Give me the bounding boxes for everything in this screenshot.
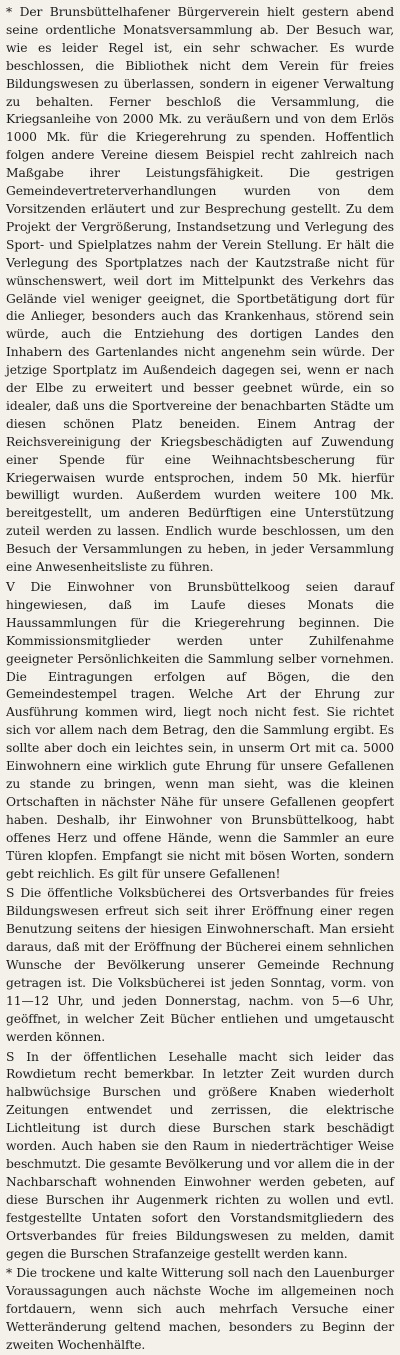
- paragraph-marker: V: [6, 580, 15, 594]
- paragraph-text: In der öffentlichen Lesehalle macht sich leider das Rowdietum recht bemerkbar. In letzter Zeit wurden durch halbwüchsige Burschen und größere Knaben wiederholt Zeitungen entwendet und zerrissen, die elektrische Lichtleitung ist durch diese Burschen stark beschädigt worden. Auch haben sie den Raum in niederträchtiger Weise beschmutzt. Die gesamte Bevölkerung und vor allem die in der Nachbarschaft wohnenden Einwohner werden gebeten, auf diese Burschen ihr Augenmerk richten zu wollen und evtl. festgestellte Untaten sofort den Vorstandsmitgliedern des Ortsverbandes für freies Bildungswesen zu melden, damit gegen die Burschen Strafanzeige gestellt werden kann.: [6, 1049, 394, 1261]
- paragraph-marker: S: [6, 886, 15, 901]
- article-paragraph-volksbuecherei: [6, 885, 394, 1046]
- paragraph-marker: S: [6, 1049, 15, 1064]
- paragraph-text: Die öffentliche Volksbücherei des Ortsverbandes für freies Bildungswesen erfreut sich seit ihrer Eröffnung einer regen Benutzung seitens der hiesigen Einwohnerschaft. Man ersieht daraus, daß mit der Eröffnung der Bücherei einem sehnlichen Wunsche der Bevölkerung unserer Gemeinde Rechnung getragen ist. Die Volksbücherei ist jeden Sonntag, vorm. von 11—12 Uhr, und jeden Donnerstag, nachm. von 5—6 Uhr, geöffnet, in welcher Zeit Bücher entliehen und umgetauscht werden können.: [6, 886, 394, 1044]
- paragraph-text: Der Brunsbüttelhafener Bürgerverein hielt gestern abend seine ordentliche Monatsversammlung ab. Der Besuch war, wie es leider Regel ist, ein sehr schwacher. Es wurde beschlossen, die Bibliothek nicht dem Verein für freies Bildungswesen zu überlassen, sondern in eigener Verwaltung zu behalten. Ferner beschloß die Versammlung, die Kriegsanleihe von 2000 Mk. zu veräußern und von dem Erlös 1000 Mk. für die Kriegerehrung zu spenden. Hoffentlich folgen andere Vereine diesem Beispiel recht zahlreich nach Maßgabe ihrer Leistungsfähigkeit. Die gestrigen Gemeindevertreterverhandlungen wurden von dem Vorsitzenden erläutert und zur Besprechung gestellt. Zu dem Projekt der Vergrößerung, Instandsetzung und Verlegung des Sport- und Spielplatzes nahm der Verein Stellung. Er hält die Verlegung des Sportplatzes nach der Kautzstraße nicht für wünschenswert, weil dort im Mittelpunkt des Verkehrs das Gelände viel weniger geeignet, die Sportbetätigung dort für die Anlieger, besonders auch das Krankenhaus, störend sein würde, auch die Entziehung des dortigen Landes den Inhabern des Gartenlandes nicht angenehm sein würde. Der jetzige Sportplatz im Außendeich dagegen sei, wenn er nach der Elbe zu erweitert und besser geebnet würde, ein so idealer, daß uns die Sportvereine der benachbarten Städte um diesen schönen Platz beneiden. Einem Antrag der Reichsvereinigung der Kriegsbeschädigten auf Zuwendung einer Spende für eine Weihnachtsbescherung für Kriegerwaisen wurde entsprochen, indem 50 Mk. hierfür bewilligt wurden. Außerdem wurden weitere 100 Mk. bereitgestellt, um anderen Bedürftigen eine Unterstützung zuteil werden zu lassen. Endlich wurde beschlossen, um den Besuch der Versammlungen zu heben, in jeder Versammlung eine Anwesenheitsliste zu führen.: [6, 5, 394, 575]
- article-paragraph-buergerverein: [6, 4, 394, 577]
- article-paragraph-lesehalle: [6, 1049, 394, 1264]
- paragraph-marker: *: [6, 5, 13, 19]
- paragraph-marker: *: [6, 1266, 13, 1281]
- paragraph-text: Die Einwohner von Brunsbüttelkoog seien darauf hingewiesen, daß im Laufe dieses Monats die Haussammlungen für die Kriegerehrung beginnen. Die Kommissionsmitglieder werden unter Zuhilfenahme geeigneter Persönlichkeiten die Sammlung selber vornehmen. Die Eintragungen erfolgen auf Bögen, die den Gemeindestempel tragen. Welche Art der Ehrung zur Ausführung kommen wird, liegt noch nicht fest. Sie richtet sich vor allem nach dem Betrag, den die Sammlung ergibt. Es sollte aber doch ein leichtes sein, in unserm Ort mit ca. 5000 Einwohnern eine wirklich gute Ehrung für unsere Gefallenen zu stande zu bringen, wenn man sieht, was die kleinen Ortschaften in nächster Nähe für unsere Gefallenen geopfert haben. Deshalb, ihr Einwohner von Brunsbüttelkoog, habt offenes Herz und offene Hände, wenn die Sammler an eure Türen klopfen. Empfangt sie nicht mit bösen Worten, sondern gebt reichlich. Es gilt für unsere Gefallenen!: [6, 580, 395, 881]
- article-paragraph-witterung: [6, 1265, 394, 1355]
- paragraph-text: Die trockene und kalte Witterung soll nach den Lauenburger Voraussagungen auch nächste Woche im allgemeinen noch fortdauern, wenn sich auch mehrfach Versuche einer Wetteränderung geltend machen, besonders zu Beginn der zweiten Wochenhälfte.: [6, 1266, 394, 1353]
- article-paragraph-haussammlungen: [6, 579, 394, 883]
